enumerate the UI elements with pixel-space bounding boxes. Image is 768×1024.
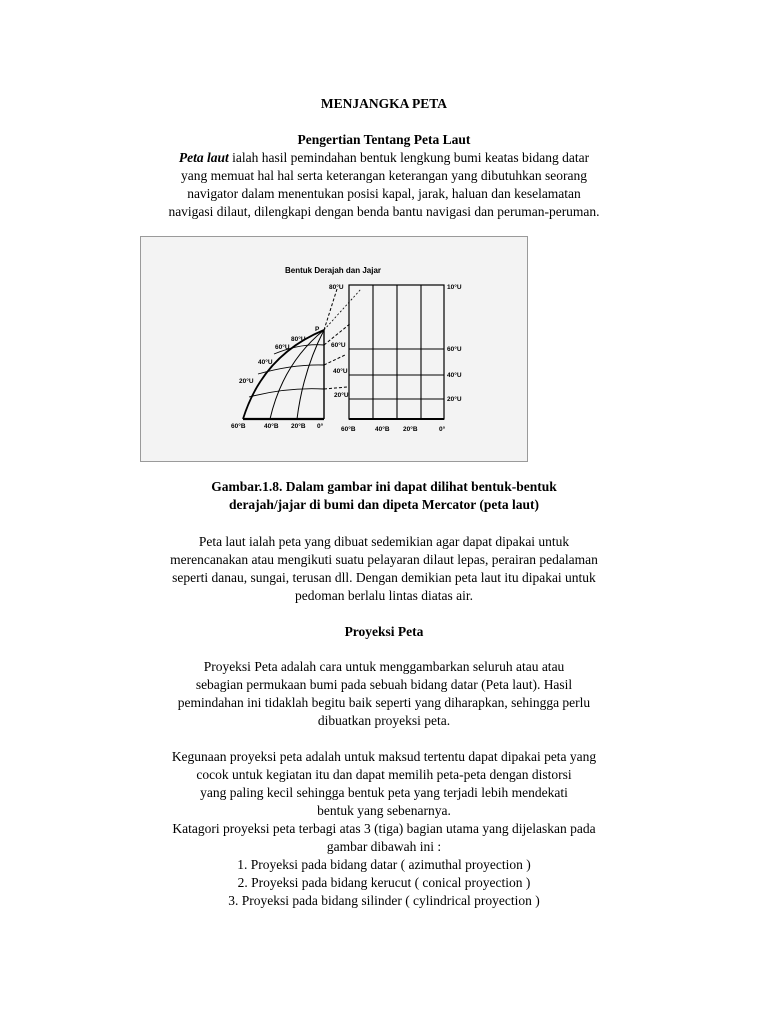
label-left-lat-80: 80°U: [291, 336, 306, 343]
meridian-20b: [297, 330, 324, 419]
label-grid-lon-20b: 20°B: [403, 426, 418, 433]
definition-line-3: navigator dalam menentukan posisi kapal, jarak, haluan dan keselamatan: [187, 186, 581, 201]
label-left-lat-20: 20°U: [239, 378, 254, 385]
definition-line-1-rest: ialah hasil pemindahan bentuk lengkung bumi keatas bidang datar: [228, 150, 590, 165]
label-pole: P: [315, 326, 320, 333]
projection-line-5: [324, 289, 361, 330]
paragraph-line: sebagian permukaan bumi pada sebuah bidang datar (Peta laut). Hasil: [195, 677, 573, 692]
label-grid-lon-0: 0°: [439, 426, 446, 433]
label-right-lat-20: 20°U: [447, 396, 462, 403]
label-right-lat-40: 40°U: [447, 372, 462, 379]
label-left-lat-40: 40°U: [258, 359, 273, 366]
list-item: 3. Proyeksi pada bidang silinder ( cylindrical proyection ): [228, 893, 540, 908]
projection-line-4: [324, 387, 347, 389]
label-grid-lon-40b: 40°B: [375, 426, 390, 433]
projection-line-1: [324, 289, 337, 330]
paragraph-line: Peta laut ialah peta yang dibuat sedemikian agar dapat dipakai untuk: [198, 534, 570, 549]
figure-graticule: [140, 236, 528, 462]
paragraph-kegunaan: [80, 748, 688, 856]
label-right-lat-60: 60°U: [447, 346, 462, 353]
paragraph-line: bentuk yang sebenarnya.: [317, 803, 451, 818]
document-title: MENJANGKA PETA: [320, 96, 448, 111]
paragraph-line: dibuatkan proyeksi peta.: [317, 713, 451, 728]
paragraph-line: gambar dibawah ini :: [326, 839, 442, 854]
definition-line-2: yang memuat hal hal serta keterangan keterangan yang dibutuhkan seorang: [181, 168, 587, 183]
label-mid-lat-20: 20°U: [334, 392, 349, 399]
label-left-lon-60b: 60°B: [231, 423, 246, 430]
paragraph-proyeksi-definition: [80, 658, 688, 730]
mercator-grid: [349, 285, 444, 419]
label-left-lon-40b: 40°B: [264, 423, 279, 430]
label-right-lat-top: 10°U: [447, 284, 462, 291]
definition-line-4: navigasi dilaut, dilengkapi dengan benda bantu navigasi dan peruman-peruman.: [168, 204, 600, 219]
label-mid-lat-80: 80°U: [329, 284, 344, 291]
list-item: 2. Proyeksi pada bidang kerucut ( conical proyection ): [237, 875, 531, 890]
label-grid-lon-60b: 60°B: [341, 426, 356, 433]
caption-line-2: derajah/jajar di bumi dan dipeta Mercator (peta laut): [228, 497, 540, 512]
paragraph-line: pemindahan ini tidaklah begitu baik seperti yang diharapkan, sehingga perlu: [177, 695, 591, 710]
caption-line-1: Gambar.1.8. Dalam gambar ini dapat dilihat bentuk-bentuk: [211, 479, 557, 494]
paragraph-line: pedoman berlalu lintas diatas air.: [294, 588, 474, 603]
paragraph-line: Kegunaan proyeksi peta adalah untuk maksud tertentu dapat dipakai peta yang: [171, 749, 597, 764]
figure-caption: [0, 478, 768, 514]
parallel-20: [249, 389, 324, 397]
term-peta-laut: Peta laut: [178, 150, 229, 165]
label-left-lon-20b: 20°B: [291, 423, 306, 430]
paragraph-line: Katagori proyeksi peta terbagi atas 3 (tiga) bagian utama yang dijelaskan pada: [172, 821, 596, 836]
projection-list: [80, 856, 688, 910]
paragraph-peta-laut: [80, 533, 688, 605]
paragraph-line: Proyeksi Peta adalah cara untuk menggambarkan seluruh atau atau: [203, 659, 565, 674]
graticule-diagram: [141, 237, 527, 461]
figure-title: Bentuk Derajah dan Jajar: [285, 266, 382, 275]
label-mid-lat-40: 40°U: [333, 368, 348, 375]
section-heading-proyeksi-peta: Proyeksi Peta: [344, 624, 424, 639]
globe-graticule: [243, 289, 361, 419]
label-left-lat-60: 60°U: [275, 344, 290, 351]
list-item: 1. Proyeksi pada bidang datar ( azimuthal proyection ): [237, 857, 531, 872]
definition-paragraph: [80, 149, 688, 221]
definition-line-1: [80, 149, 688, 167]
section-heading-peta-laut: Pengertian Tentang Peta Laut: [297, 132, 471, 147]
projection-line-3: [324, 355, 345, 365]
label-left-lon-0: 0°: [317, 423, 324, 430]
paragraph-line: seperti danau, sungai, terusan dll. Dengan demikian peta laut itu dipakai untuk: [172, 570, 596, 585]
paragraph-line: yang paling kecil sehingga bentuk peta yang terjadi lebih mendekati: [200, 785, 568, 800]
paragraph-line: merencanakan atau mengikuti suatu pelayaran dilaut lepas, perairan pedalaman: [170, 552, 598, 567]
paragraph-line: cocok untuk kegiatan itu dan dapat memilih peta-peta dengan distorsi: [196, 767, 572, 782]
label-mid-lat-60: 60°U: [331, 342, 346, 349]
